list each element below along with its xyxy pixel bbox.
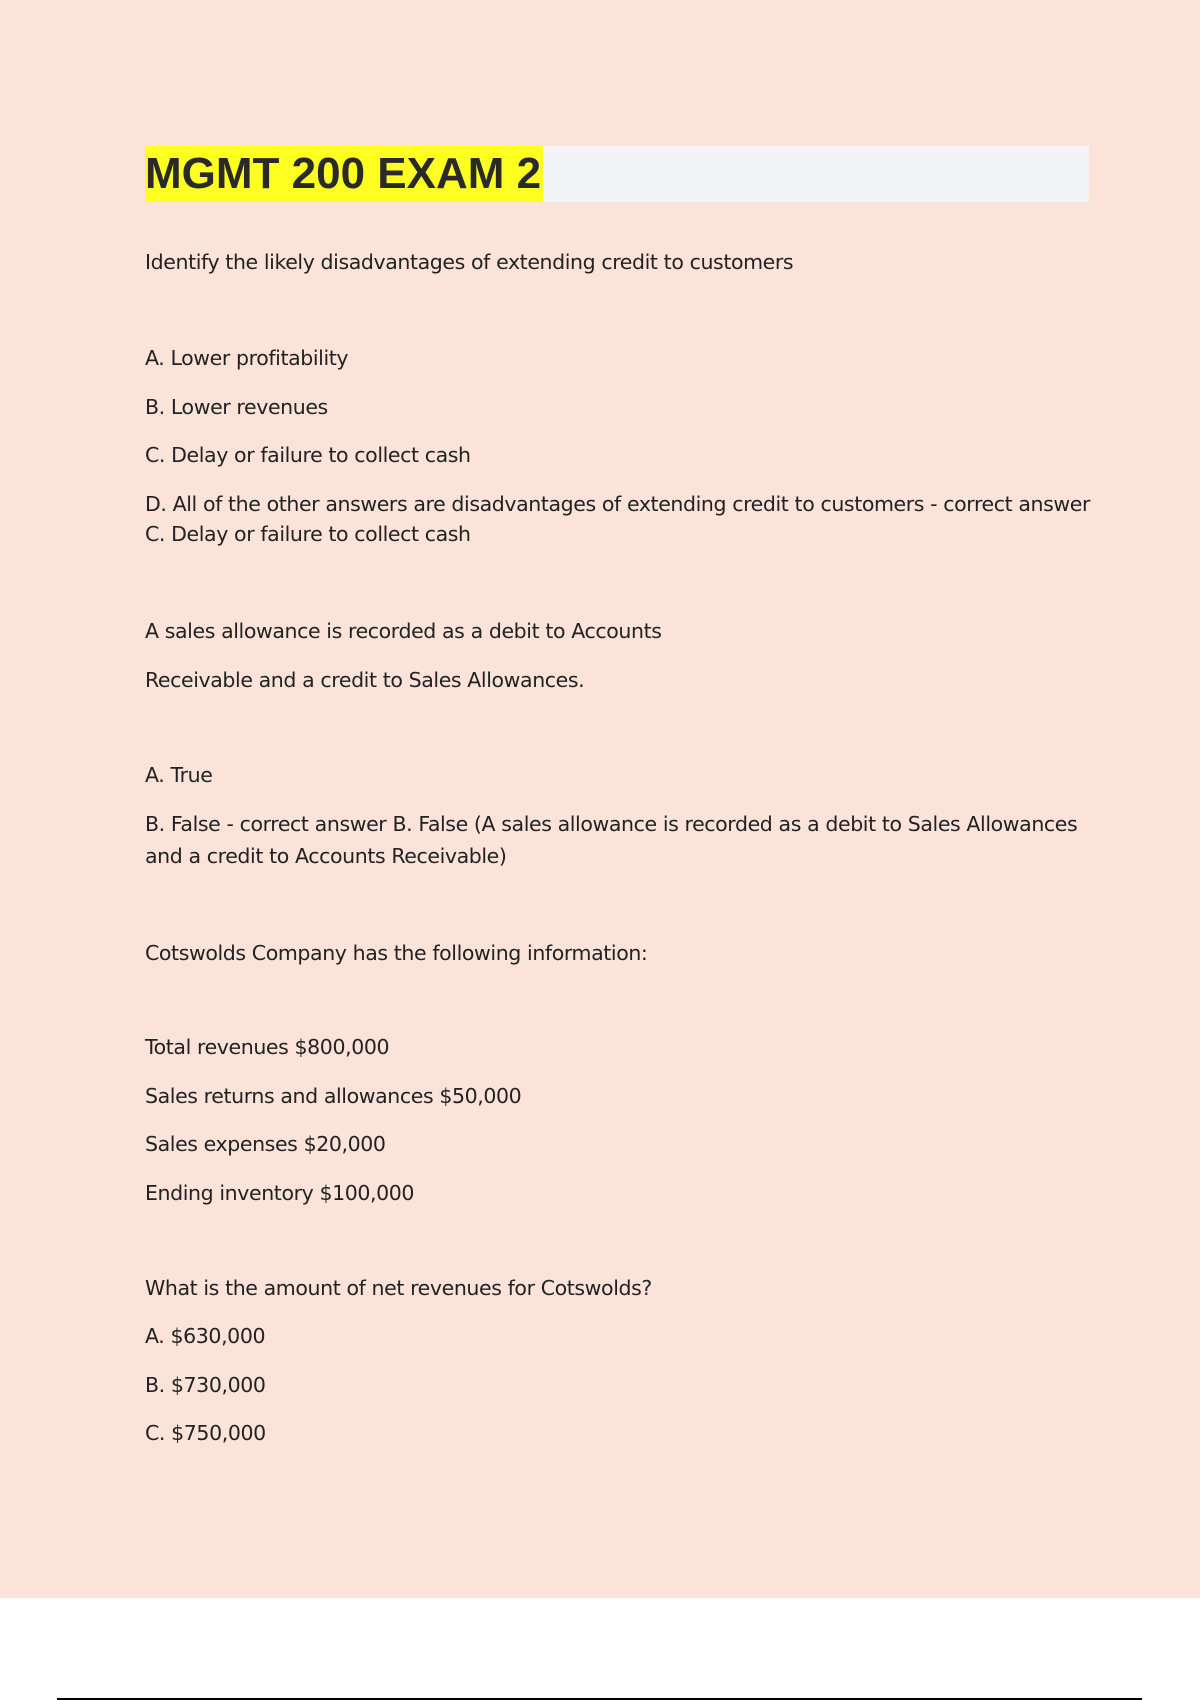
q1-option-c: C. Delay or failure to collect cash	[145, 443, 471, 467]
page-title: MGMT 200 EXAM 2	[145, 146, 543, 202]
q3-item-sales-returns: Sales returns and allowances $50,000	[145, 1084, 522, 1108]
q1-option-d-line2: C. Delay or failure to collect cash	[145, 522, 471, 546]
q1-prompt: Identify the likely disadvantages of extending credit to customers	[145, 250, 794, 274]
q2-option-b-line1: B. False - correct answer B. False (A sales allowance is recorded as a debit to Sales Allowances	[145, 812, 1078, 836]
q2-option-b-line2: and a credit to Accounts Receivable)	[145, 844, 507, 868]
q2-prompt-line2: Receivable and a credit to Sales Allowances.	[145, 668, 585, 692]
q3-option-c: C. $750,000	[145, 1421, 266, 1445]
q3-intro: Cotswolds Company has the following information:	[145, 941, 648, 965]
q3-item-total-revenues: Total revenues $800,000	[145, 1035, 390, 1059]
q2-option-a: A. True	[145, 763, 213, 787]
q3-item-ending-inventory: Ending inventory $100,000	[145, 1181, 415, 1205]
q2-prompt-line1: A sales allowance is recorded as a debit to Accounts	[145, 619, 662, 643]
q1-option-a: A. Lower profitability	[145, 346, 349, 370]
q3-option-b: B. $730,000	[145, 1373, 266, 1397]
q1-option-d-line1: D. All of the other answers are disadvantages of extending credit to customers - correct answer	[145, 492, 1091, 516]
q1-option-b: B. Lower revenues	[145, 395, 328, 419]
q3-option-a: A. $630,000	[145, 1324, 266, 1348]
q3-item-sales-expenses: Sales expenses $20,000	[145, 1132, 386, 1156]
q3-question: What is the amount of net revenues for Cotswolds?	[145, 1276, 652, 1300]
